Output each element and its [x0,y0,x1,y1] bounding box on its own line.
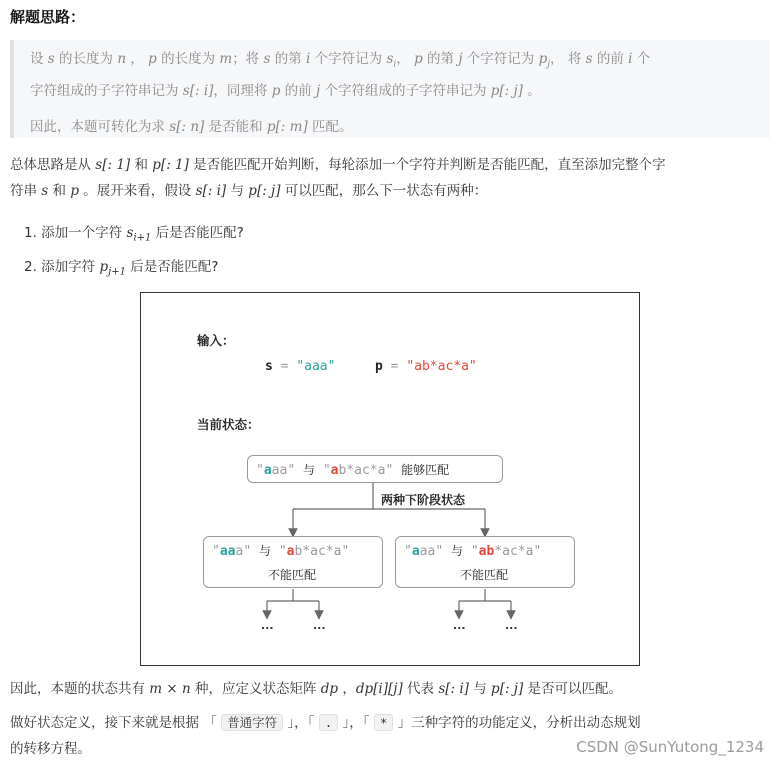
list-item: 2. 添加字符 $p_{j+1}$ 后是否能匹配? [24,258,219,278]
paragraph-overview: 总体思路是从 s[: 1] 和 p[: 1] 是否能匹配开始判断，每轮添加一个字符并判断是否能匹配，直至添加完整个字 符串 s 和 p 。展开来看，假设 s[: i] 与 p[: j] 可以匹配，那么下一状态有两种： [10,157,666,199]
paragraph-transition: 做好状态定义，接下来就是根据 「 普通字符 」，「 . 」，「 * 」三种字符的功能定义，分析出动态规划 的转移方程。 [10,715,641,757]
blockquote [10,40,770,138]
section-heading: 解题思路： [10,8,86,26]
paragraph-state-matrix: 因此，本题的状态共有 m × n 种，应定义状态矩阵 dp ，dp[i][j] 代表 s[: i] 与 p[: j] 是否可以匹配。 [10,681,623,697]
inline-code: 普通字符 [221,714,283,731]
right-state-box: "aaa" 与 "ab*ac*a" 不能匹配 [395,536,575,588]
state-diagram-figure [140,292,640,666]
ellipsis: ... [453,619,466,632]
input-label: 输入： [197,333,235,348]
input-s: s = "aaa" [265,359,336,374]
ellipsis: ... [313,619,326,632]
current-state-label: 当前状态： [197,417,260,432]
inline-code: * [374,714,394,731]
ellipsis: ... [505,619,518,632]
list-item: 1. 添加一个字符 $s_{i+1}$ 后是否能匹配? [24,225,244,244]
inline-code: . [319,714,339,731]
ordered-list [24,219,244,286]
ellipsis: ... [261,619,274,632]
watermark: CSDN @SunYutong_1234 [576,738,764,756]
quote-line-3: 因此，本题可转化为求 s[: n] 是否能和 p[: m] 匹配。 [30,118,353,135]
left-state-box: "aaa" 与 "ab*ac*a" 不能匹配 [203,536,383,588]
input-p: p = "ab*ac*a" [375,359,477,374]
branch-label: 两种下阶段状态 [381,493,466,507]
quote-line-1: 设 s 的长度为 n ， p 的长度为 m；将 s 的第 i 个字符记为 $s_i$， p 的第 j 个字符记为 $p_j$， 将 s 的前 i 个 字符组成的子字符串记为 s[: i]，同理将 p 的前 j 个字符组成的子字符串记为 p[: j] 。 [30,51,651,99]
current-state-box: "aaa" 与 "ab*ac*a" 能够匹配 [247,455,503,483]
